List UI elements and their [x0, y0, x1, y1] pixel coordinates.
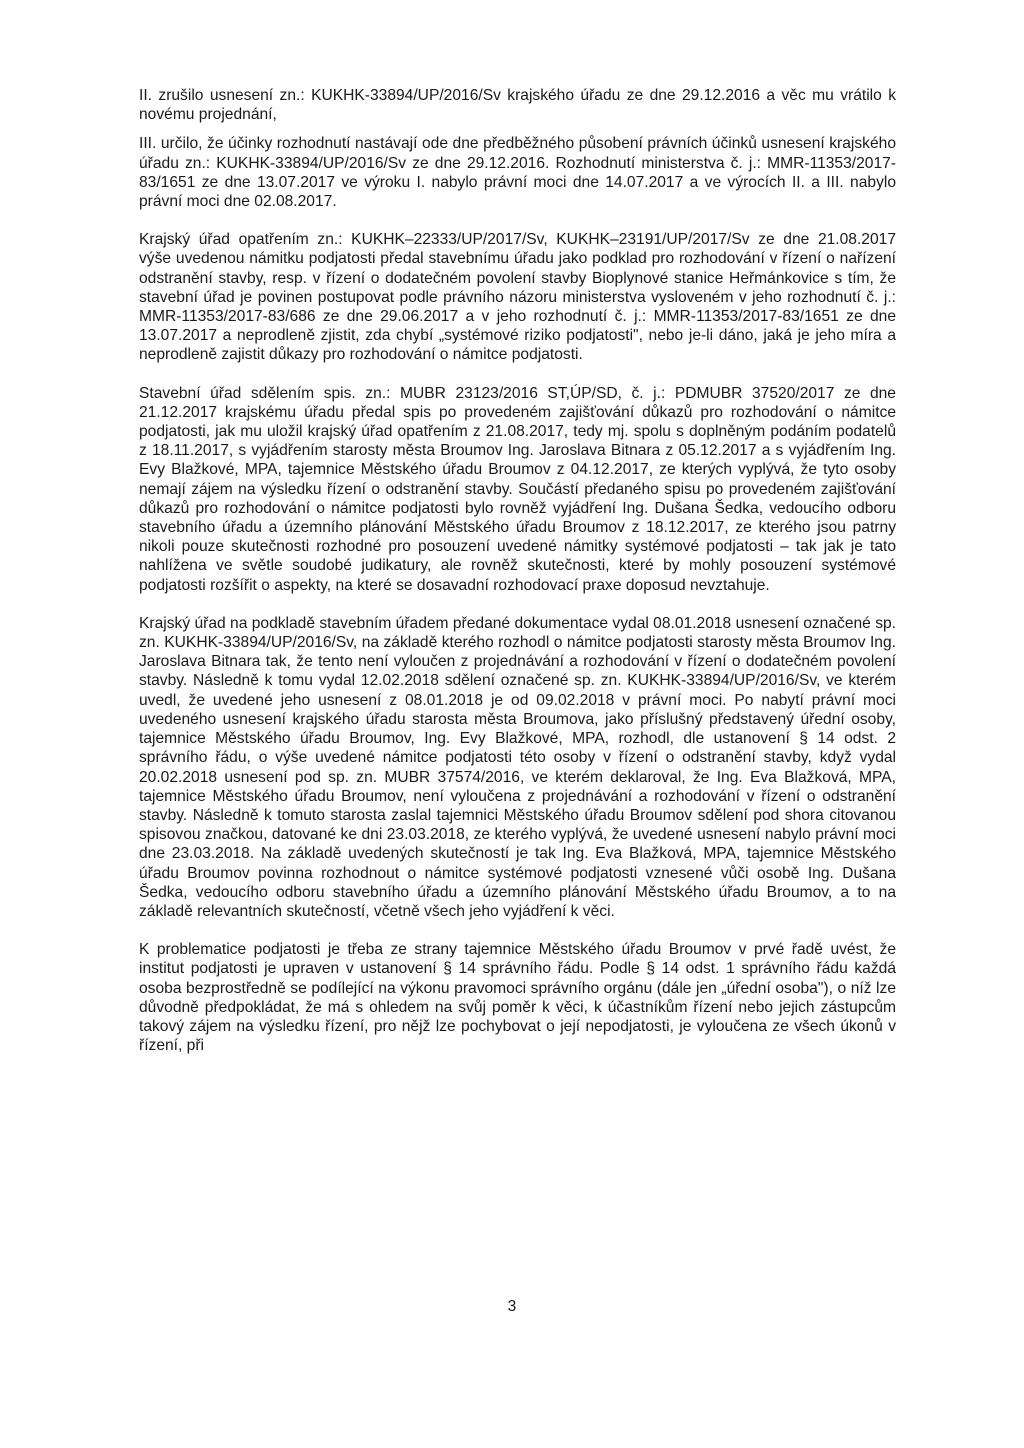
spacer — [139, 921, 896, 940]
spacer — [139, 365, 896, 384]
spacer — [139, 595, 896, 614]
paragraph-item-iii: III. určilo, že účinky rozhodnutí nastávají ode dne předběžného působení právních účinků usnesení krajského úřadu zn.: KUKHK-33894/UP/2016/Sv ze dne 29.12.2016. Rozhodnutí ministerstva č. j.: MMR-11353/2017-83/1651 ze dne 13.07.2017 ve výroku I. nabylo právní moci dne 14.07.2017 a ve výrocích II. a III. nabylo právní moci dne 02.08.2017. — [139, 135, 896, 211]
document-body — [139, 86, 896, 1055]
paragraph-regional-office-measure: Krajský úřad opatřením zn.: KUKHK–22333/UP/2017/Sv, KUKHK–23191/UP/2017/Sv ze dne 21.08.2017 výše uvedenou námitku podjatosti předal stavebnímu úřadu jako podklad pro rozhodování v řízení o nařízení odstranění stavby, resp. v řízení o dodatečném povolení stavby Bioplynové stanice Heřmánkovice s tím, že stavební úřad je povinen postupovat podle právního názoru ministerstva vysloveném v jeho rozhodnutí č. j.: MMR-11353/2017-83/686 ze dne 29.06.2017 a v jeho rozhodnutí č. j.: MMR-11353/2017-83/1651 ze dne 13.07.2017 a neprodleně zjistit, zda chybí „systémové riziko podjatosti", nebo je-li dáno, jaká je jeho míra a neprodleně zajistit důkazy pro rozhodování o námitce podjatosti. — [139, 231, 896, 364]
page-number: 3 — [507, 1298, 517, 1315]
spacer — [139, 124, 896, 134]
paragraph-building-office-notice: Stavební úřad sdělením spis. zn.: MUBR 23123/2016 ST,ÚP/SD, č. j.: PDMUBR 37520/2017 ze dne 21.12.2017 krajskému úřadu předal spis po provedeném zajišťování důkazů pro rozhodování o námitce podjatosti, jak mu uložil krajský úřad opatřením z 21.08.2017, tedy mj. spolu s doplněným podáním podatelů z 18.11.2017, s vyjádřením starosty města Broumov Ing. Jaroslava Bitnara z 05.12.2017 a s vyjádřením Ing. Evy Blažkové, MPA, tajemnice Městského úřadu Broumov z 04.12.2017, ze kterých vyplývá, že tyto osoby nemají zájem na výsledku řízení o odstranění stavby. Součástí předaného spisu po provedeném zajišťování důkazů pro rozhodování o námitce podjatosti bylo rovněž vyjádření Ing. Dušana Šedka, vedoucího odboru stavebního úřadu a územního plánování Městského úřadu Broumov z 18.12.2017, ze kterého jsou patrny nikoli pouze skutečnosti rozhodné pro posouzení uvedené námitky systémové podjatosti – tak jak je tato nahlížena ve světle soudobé judikatury, ale rovněž skutečnosti, které by mohly posouzení systémové podjatosti rozšířit o aspekty, na které se dosavadní rozhodovací praxe doposud nevztahuje. — [139, 384, 896, 594]
paragraph-regional-office-resolution: Krajský úřad na podkladě stavebním úřadem předané dokumentace vydal 08.01.2018 usnesení označené sp. zn. KUKHK-33894/UP/2016/Sv, na základě kterého rozhodl o námitce podjatosti starosty města Broumov Ing. Jaroslava Bitnara tak, že tento není vyloučen z projednávání a rozhodování v řízení o dodatečném povolení stavby. Následně k tomu vydal 12.02.2018 sdělení označené sp. zn. KUKHK-33894/UP/2016/Sv, ve kterém uvedl, že uvedené jeho usnesení z 08.01.2018 je od 09.02.2018 v právní moci. Po nabytí právní moci uvedeného usnesení krajského úřadu starosta města Broumova, jako příslušný představený úřední osoby, tajemnice Městského úřadu Broumov, Ing. Evy Blažkové, MPA, rozhodl, dle ustanovení § 14 odst. 2 správního řádu, o výše uvedené námitce podjatosti této osoby v řízení o odstranění stavby, když vydal 20.02.2018 usnesení pod sp. zn. MUBR 37574/2016, ve kterém deklaroval, že Ing. Eva Blažková, MPA, tajemnice Městského úřadu Broumov, není vyloučena z projednávání a rozhodování v řízení o odstranění stavby. Následně k tomuto starosta zaslal tajemnici Městského úřadu Broumov sdělení pod shora citovanou spisovou značkou, datované ke dni 23.03.2018, ze kterého vyplývá, že uvedené usnesení nabylo právní moci dne 23.03.2018. Na základě uvedených skutečností je tak Ing. Eva Blažková, MPA, tajemnice Městského úřadu Broumov povinna rozhodnout o námitce systémové podjatosti vznesené vůči osobě Ing. Dušana Šedka, vedoucího odboru stavebního úřadu a územního plánování Městského úřadu Broumov, a to na základě relevantních skutečností, včetně všech jeho vyjádření k věci. — [139, 614, 896, 920]
spacer — [139, 211, 896, 230]
paragraph-item-ii: II. zrušilo usnesení zn.: KUKHK-33894/UP/2016/Sv krajského úřadu ze dne 29.12.2016 a věc mu vrátilo k novému projednání, — [139, 87, 896, 124]
paragraph-bias-issue: K problematice podjatosti je třeba ze strany tajemnice Městského úřadu Broumov v prvé řadě uvést, že institut podjatosti je upraven v ustanovení § 14 správního řádu. Podle § 14 odst. 1 správního řádu každá osoba bezprostředně se podílející na výkonu pravomoci správního orgánu (dále jen „úřední osoba"), o níž lze důvodně předpokládat, že má s ohledem na svůj poměr k věci, k účastníkům řízení nebo jejich zástupcům takový zájem na výsledku řízení, pro nějž lze pochybovat o její nepodjatosti, je vyloučena ze všech úkonů v řízení, při — [139, 941, 896, 1055]
